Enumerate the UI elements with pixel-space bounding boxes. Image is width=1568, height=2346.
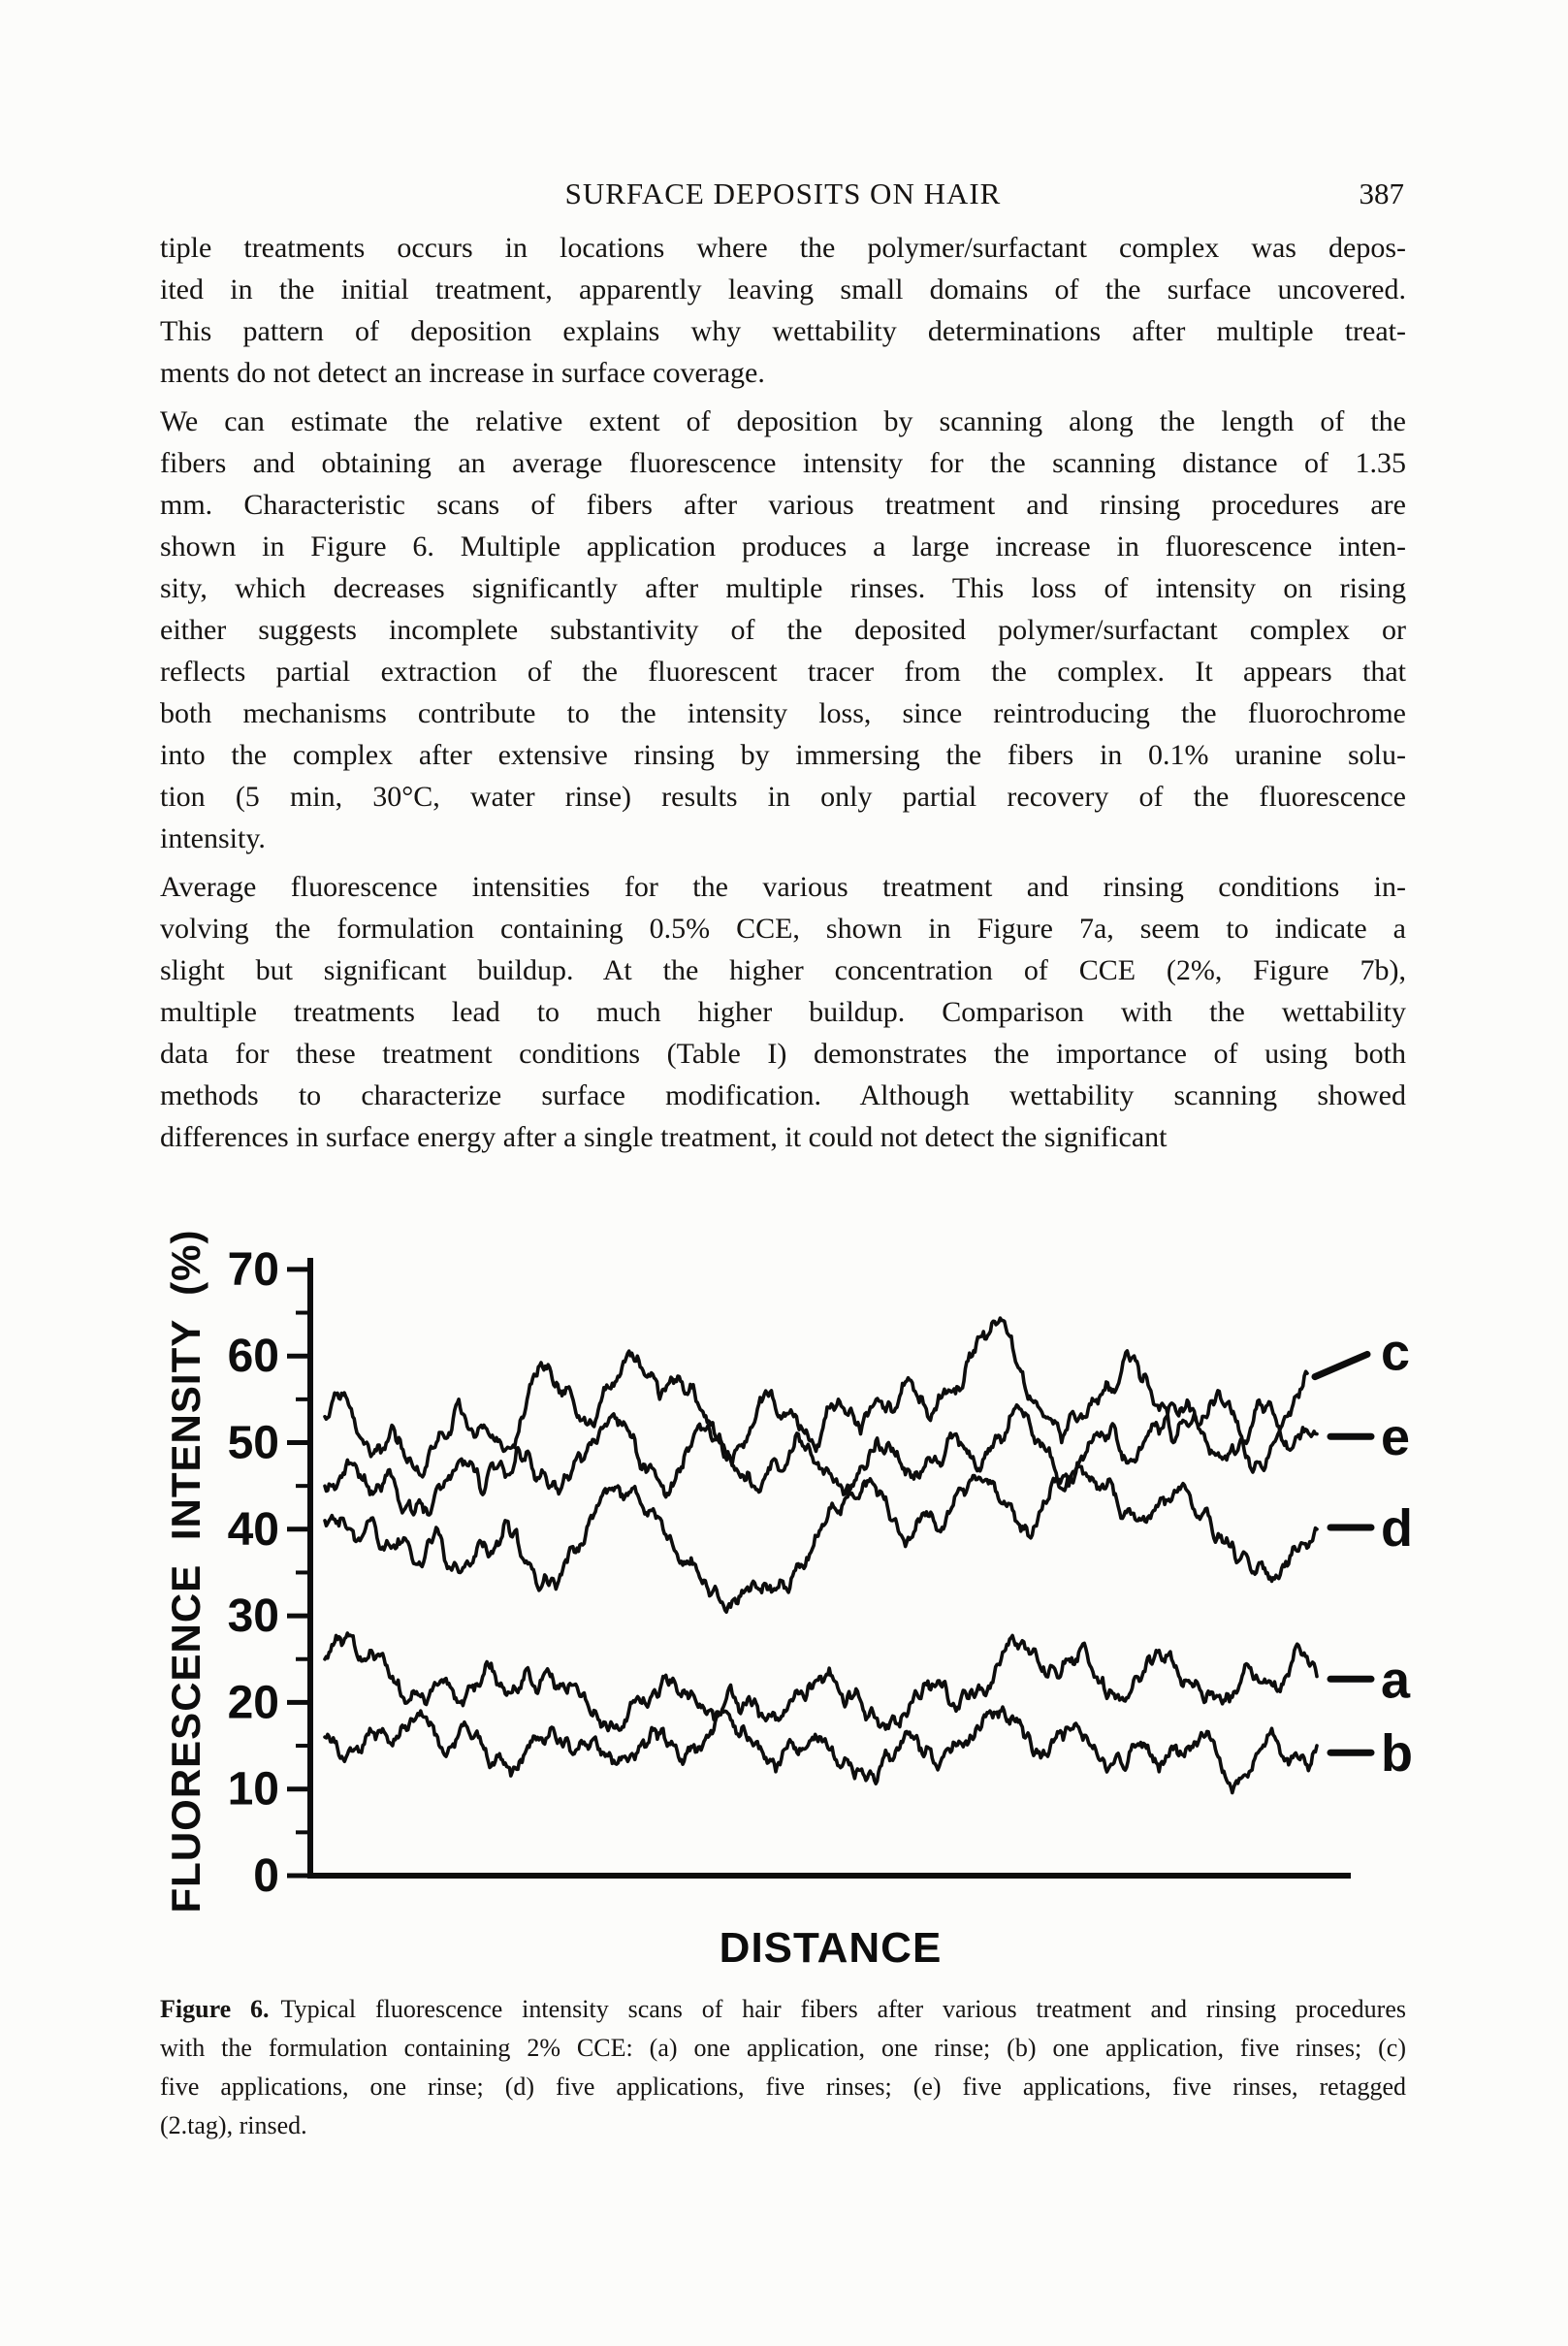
text-line: mm. Characteristic scans of fibers after various treatment and rinsing procedures are (160, 489, 1406, 521)
text-line: slight but significant buildup. At the higher concentration of CCE (2%, Figure 7b), (160, 954, 1406, 986)
tick-label: 40 (227, 1503, 279, 1556)
text-line: data for these treatment conditions (Table I) demonstrates the importance of using both (160, 1038, 1406, 1070)
figure-6 (0, 1217, 1568, 1935)
caption-line: (2.tag), rinsed. (160, 2111, 307, 2139)
text-line: intensity. (160, 822, 266, 854)
text-line: reflects partial extraction of the fluorescent tracer from the complex. It appears that (160, 656, 1406, 688)
text-line: Average fluorescence intensities for the various treatment and rinsing conditions in- (160, 871, 1406, 903)
paragraph (160, 227, 1406, 394)
text-line: tiple treatments occurs in locations where the polymer/surfactant complex was depos- (160, 232, 1406, 264)
y-axis-tick-labels (228, 1244, 279, 1902)
curve-label-a: a (1381, 1651, 1411, 1710)
axis-lines (310, 1258, 1351, 1876)
tick-label: 20 (227, 1677, 279, 1729)
tick-label: 0 (253, 1850, 279, 1902)
axes (310, 1258, 1351, 1876)
curve-label-d: d (1381, 1499, 1413, 1559)
figure-caption-number: Figure 6. (160, 1995, 270, 2023)
paragraph (160, 401, 1406, 859)
text-line: shown in Figure 6. Multiple application produces a large increase in fluorescence inten- (160, 530, 1406, 562)
text-line: We can estimate the relative extent of deposition by scanning along the length of the (160, 405, 1406, 437)
text-line: either suggests incomplete substantivity of the deposited polymer/surfactant complex or (160, 614, 1406, 646)
text-line: ited in the initial treatment, apparently leaving small domains of the surface uncovered. (160, 273, 1406, 305)
tick-label: 50 (227, 1417, 279, 1469)
y-axis-title: FLUORESCENCE INTENSITY (%) (163, 1229, 208, 1913)
page-number: 387 (1359, 177, 1404, 210)
tick-label: 60 (227, 1331, 279, 1383)
tick-label: 70 (227, 1243, 279, 1296)
curve-label-c: c (1381, 1323, 1411, 1382)
text-line: differences in surface energy after a single treatment, it could not detect the significant (160, 1121, 1168, 1153)
text-line: methods to characterize surface modification. Although wettability scanning showed (160, 1079, 1406, 1111)
text-line: multiple treatments lead to much higher buildup. Comparison with the wettability (160, 996, 1406, 1028)
tick-label: 30 (227, 1591, 279, 1643)
text-line: into the complex after extensive rinsing by immersing the fibers in 0.1% uranine solu- (160, 739, 1406, 771)
curve-label-b: b (1381, 1724, 1413, 1784)
scan-curves (325, 1318, 1317, 1793)
running-title: SURFACE DEPOSITS ON HAIR (564, 177, 1002, 210)
scan-curve-c (325, 1318, 1307, 1477)
text-line: tion (5 min, 30°C, water rinse) results in only partial recovery of the fluorescence (160, 781, 1406, 813)
figure-caption (160, 1990, 1406, 2145)
x-axis-title: DISTANCE (719, 1924, 943, 1972)
caption-line: with the formulation containing 2% CCE: (a) one application, one rinse; (b) one application, five rinses; (c) (160, 2034, 1406, 2062)
caption-line (160, 1990, 1406, 2029)
scan-curve-a (325, 1633, 1317, 1731)
text-line: fibers and obtaining an average fluorescence intensity for the scanning distance of 1.35 (160, 447, 1406, 479)
caption-line-text: Typical fluorescence intensity scans of hair fibers after various treatment and rinsing procedures (280, 1995, 1406, 2023)
fluorescence-intensity-chart (0, 1217, 1568, 1935)
curve-label-e: e (1381, 1408, 1411, 1467)
body-text (160, 227, 1406, 1165)
page-header (160, 177, 1406, 211)
text-line: This pattern of deposition explains why wettability determinations after multiple treat- (160, 315, 1406, 347)
scan-curve-b (325, 1707, 1317, 1793)
caption-line: five applications, one rinse; (d) five applications, five rinses; (e) five applications, five rinses, retagged (160, 2073, 1406, 2101)
curve-labels (1315, 1324, 1413, 1783)
text-line: ments do not detect an increase in surface coverage. (160, 357, 765, 389)
text-line: volving the formulation containing 0.5% CCE, shown in Figure 7a, seem to indicate a (160, 913, 1406, 945)
text-line: both mechanisms contribute to the intensity loss, since reintroducing the fluorochrome (160, 697, 1406, 729)
text-line: sity, which decreases significantly after multiple rinses. This loss of intensity on rising (160, 572, 1406, 604)
label-dash-c (1315, 1354, 1367, 1376)
scan-curve-d (325, 1466, 1317, 1612)
tick-label: 10 (227, 1763, 279, 1816)
paragraph (160, 866, 1406, 1158)
